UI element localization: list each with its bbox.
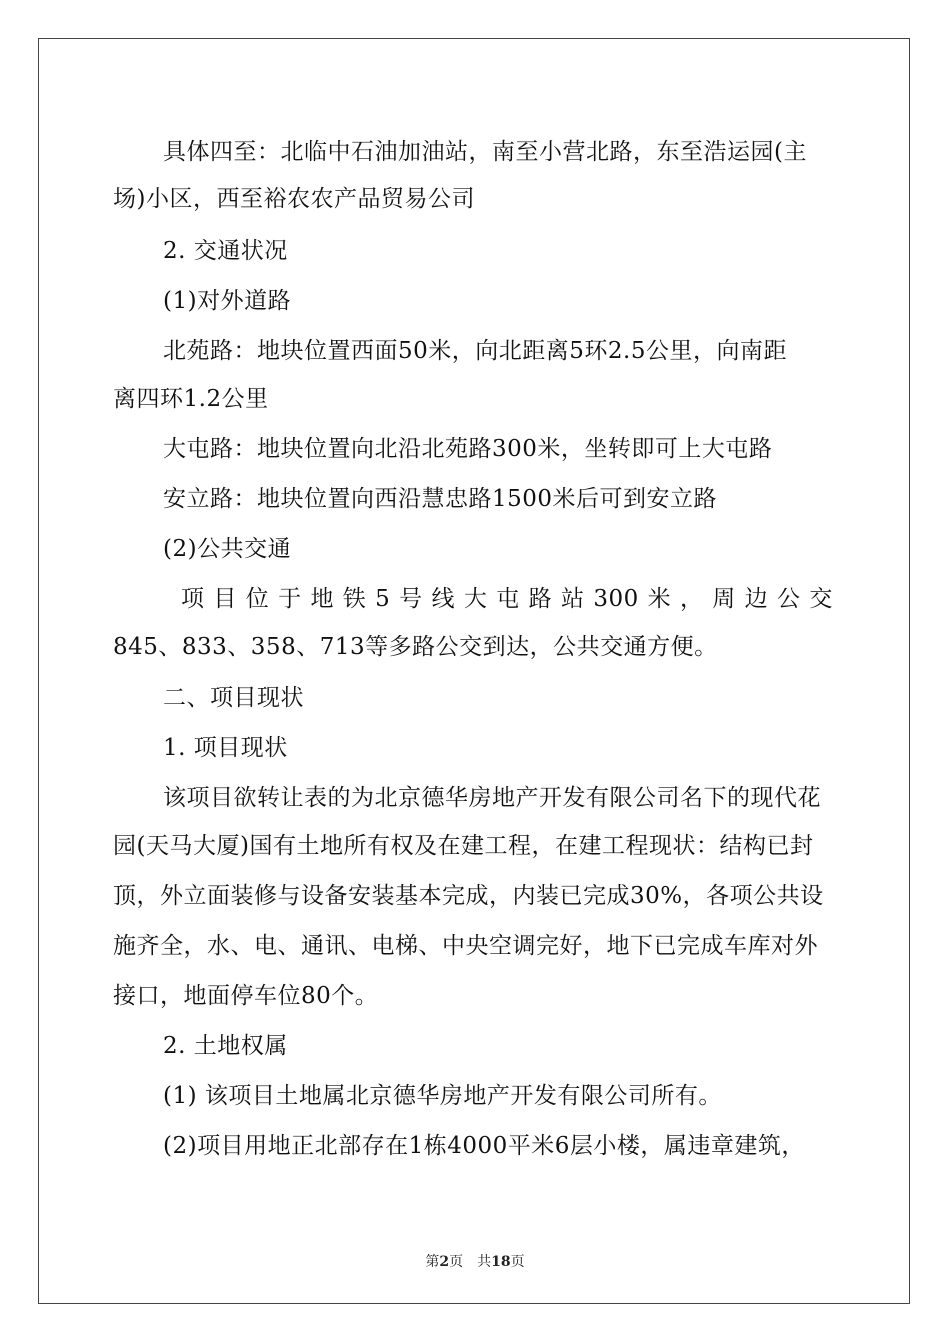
- footer-suffix: 页: [510, 1254, 525, 1270]
- justified-word: ，: [679, 586, 704, 612]
- section-heading: 2. 土地权属: [163, 1033, 288, 1059]
- paragraph-line: 施齐全，水、电、通讯、电梯、中央空调完好，地下已完成车库对外: [113, 933, 818, 959]
- justified-word: 边: [744, 586, 769, 612]
- justified-word: 目: [213, 586, 237, 612]
- chapter-heading: 二、项目现状: [163, 685, 304, 711]
- footer-prefix: 第: [425, 1254, 440, 1270]
- justified-word: 于: [278, 586, 302, 612]
- paragraph-line: 安立路：地块位置向西沿慧忠路1500米后可到安立路: [163, 486, 718, 512]
- justified-word: 路: [528, 586, 553, 612]
- justified-word: 位: [245, 586, 270, 612]
- justified-word: 线: [431, 586, 456, 612]
- justified-word: 大: [463, 586, 488, 612]
- justified-word: 地: [310, 586, 334, 612]
- paragraph-line: 园(天马大厦)国有土地所有权及在建工程，在建工程现状：结构已封: [113, 833, 814, 859]
- justified-word: 5: [375, 586, 391, 612]
- justified-paragraph-line: [113, 584, 833, 614]
- paragraph-line: 845、833、358、713等多路公交到达，公共交通方便。: [113, 634, 718, 660]
- justified-word: 站: [560, 586, 585, 612]
- justified-word: 项: [181, 586, 205, 612]
- paragraph-line: 顶，外立面装修与设备安装基本完成，内装已完成30%，各项公共设: [113, 883, 824, 909]
- justified-word: 公: [777, 586, 801, 612]
- subsection-heading: (2)公共交通: [163, 536, 292, 562]
- current-page-number: 2: [439, 1254, 450, 1270]
- justified-word: 交: [809, 586, 833, 612]
- section-heading: 2. 交通状况: [163, 238, 288, 264]
- paragraph-line: (1) 该项目土地属北京德华房地产开发有限公司所有。: [163, 1083, 722, 1109]
- justified-word: 铁: [342, 586, 367, 612]
- justified-word: 屯: [496, 586, 520, 612]
- page-footer: [0, 1251, 950, 1271]
- page-border: [38, 38, 910, 1304]
- paragraph-line: 大屯路：地块位置向北沿北苑路300米，坐转即可上大屯路: [163, 436, 773, 462]
- justified-word: 300: [593, 586, 639, 612]
- paragraph-line: 该项目欲转让表的为北京德华房地产开发有限公司名下的现代花: [163, 785, 821, 811]
- footer-mid: 页 共: [449, 1254, 492, 1270]
- total-pages-number: 18: [491, 1254, 511, 1270]
- paragraph-line: (2)项目用地正北部存在1栋4000平米6层小楼，属违章建筑，: [163, 1133, 805, 1159]
- justified-word: 周: [712, 586, 736, 612]
- justified-word: 米: [647, 586, 672, 612]
- paragraph-line: 接口，地面停车位80个。: [113, 983, 379, 1009]
- paragraph-line: 场)小区，西至裕农农产品贸易公司: [113, 186, 475, 212]
- justified-word: 号: [399, 586, 423, 612]
- section-heading: 1. 项目现状: [163, 735, 288, 761]
- subsection-heading: (1)对外道路: [163, 288, 292, 314]
- paragraph-line: 具体四至：北临中石油加油站，南至小营北路，东至浩运园(主: [163, 139, 807, 165]
- paragraph-line: 离四环1.2公里: [113, 386, 269, 412]
- paragraph-line: 北苑路：地块位置西面50米，向北距离5环2.5公里，向南距: [163, 338, 787, 364]
